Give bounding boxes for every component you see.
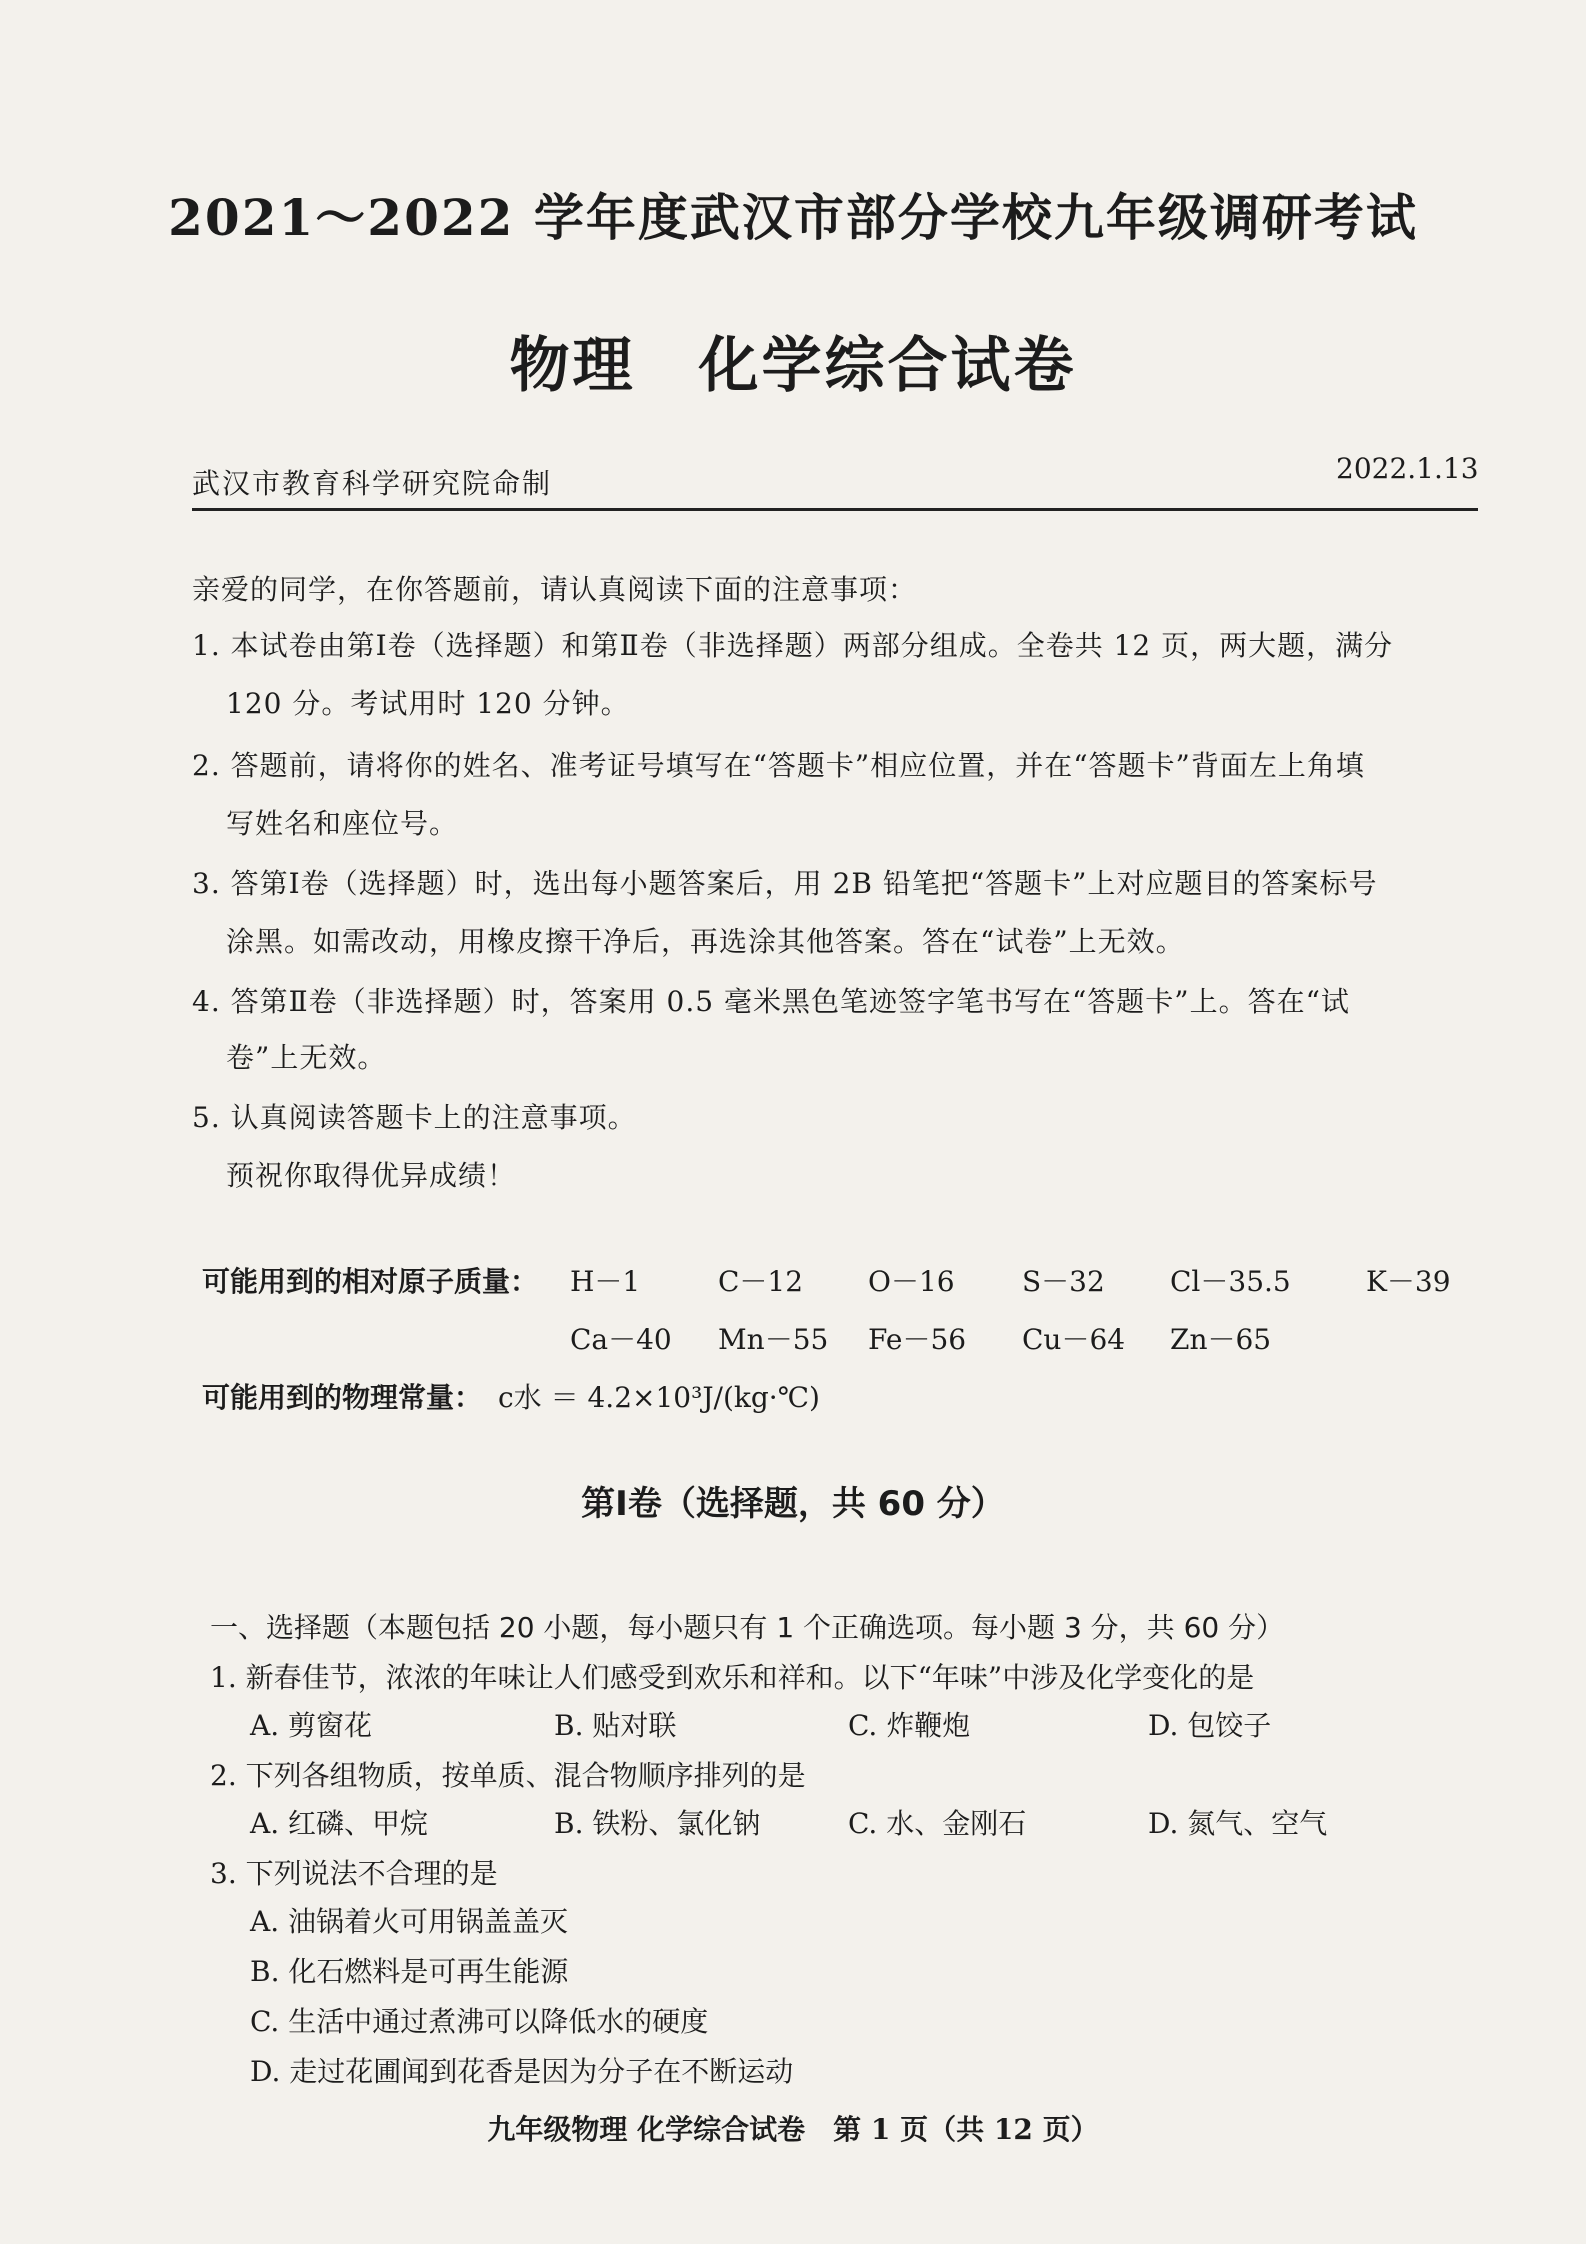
question-3-option-a: A. 油锅着火可用锅盖盖灭	[250, 1905, 569, 1938]
section-instruction: 一、选择题（本题包括 20 小题，每小题只有 1 个正确选项。每小题 3 分，共 60 分）	[210, 1611, 1285, 1644]
question-1-option-c: C. 炸鞭炮	[848, 1709, 971, 1742]
atomic-mass-h: H－1	[570, 1265, 641, 1298]
question-1-stem: 1. 新春佳节，浓浓的年味让人们感受到欢乐和祥和。以下“年味”中涉及化学变化的是	[210, 1661, 1255, 1694]
question-2-option-a: A. 红磷、甲烷	[250, 1807, 429, 1840]
notice-item-4-line-2: 卷”上无效。	[226, 1041, 387, 1074]
atomic-mass-zn: Zn－65	[1170, 1323, 1272, 1356]
question-2-option-c: C. 水、金刚石	[848, 1807, 1027, 1840]
notice-item-5: 5. 认真阅读答题卡上的注意事项。	[192, 1101, 637, 1134]
header-divider	[192, 508, 1478, 511]
question-1-option-a: A. 剪窗花	[250, 1709, 373, 1742]
exam-title: 2021～2022 学年度武汉市部分学校九年级调研考试	[168, 188, 1418, 247]
notice-closing: 预祝你取得优异成绩！	[226, 1159, 517, 1192]
question-1-option-d: D. 包饺子	[1148, 1709, 1272, 1742]
atomic-mass-ca: Ca－40	[570, 1323, 672, 1356]
question-1-option-b: B. 贴对联	[554, 1709, 677, 1742]
atomic-mass-k: K－39	[1366, 1265, 1451, 1298]
atomic-mass-fe: Fe－56	[868, 1323, 967, 1356]
atomic-mass-s: S－32	[1022, 1265, 1105, 1298]
notice-item-3-line-1: 3. 答第Ⅰ卷（选择题）时，选出每小题答案后，用 2B 铅笔把“答题卡”上对应题目的答案标号	[192, 867, 1378, 900]
notice-item-1-line-2: 120 分。考试用时 120 分钟。	[226, 687, 630, 720]
notice-intro: 亲爱的同学，在你答题前，请认真阅读下面的注意事项：	[192, 573, 918, 606]
atomic-mass-cu: Cu－64	[1022, 1323, 1126, 1356]
exam-subtitle: 物理 化学综合试卷	[509, 331, 1077, 401]
question-3-option-b: B. 化石燃料是可再生能源	[250, 1955, 569, 1988]
question-2-option-d: D. 氮气、空气	[1148, 1807, 1328, 1840]
notice-item-2-line-2: 写姓名和座位号。	[226, 807, 459, 840]
atomic-mass-o: O－16	[868, 1265, 955, 1298]
issuer-label: 武汉市教育科学研究院命制	[192, 467, 553, 500]
exam-date: 2022.1.13	[1336, 452, 1479, 485]
section-title: 第Ⅰ卷（选择题，共 60 分）	[581, 1484, 1005, 1524]
question-3-stem: 3. 下列说法不合理的是	[210, 1857, 498, 1890]
atomic-mass-label: 可能用到的相对原子质量：	[202, 1265, 539, 1298]
page-footer: 九年级物理 化学综合试卷 第 1 页（共 12 页）	[487, 2113, 1099, 2146]
notice-item-4-line-1: 4. 答第Ⅱ卷（非选择题）时，答案用 0.5 毫米黑色笔迹签字笔书写在“答题卡”上。答在“试	[192, 985, 1350, 1018]
question-2-stem: 2. 下列各组物质，按单质、混合物顺序排列的是	[210, 1759, 806, 1792]
notice-item-1-line-1: 1. 本试卷由第Ⅰ卷（选择题）和第Ⅱ卷（非选择题）两部分组成。全卷共 12 页，两大题，满分	[192, 629, 1394, 662]
notice-item-2-line-1: 2. 答题前，请将你的姓名、准考证号填写在“答题卡”相应位置，并在“答题卡”背面左上角填	[192, 749, 1365, 782]
question-3-option-c: C. 生活中通过煮沸可以降低水的硬度	[250, 2005, 709, 2038]
notice-item-3-line-2: 涂黑。如需改动，用橡皮擦干净后，再选涂其他答案。答在“试卷”上无效。	[226, 925, 1185, 958]
question-3-option-d: D. 走过花圃闻到花香是因为分子在不断运动	[250, 2055, 794, 2088]
atomic-mass-mn: Mn－55	[718, 1323, 829, 1356]
atomic-mass-cl: Cl－35.5	[1170, 1265, 1291, 1298]
question-2-option-b: B. 铁粉、氯化钠	[554, 1807, 761, 1840]
physics-constant-label: 可能用到的物理常量：	[202, 1381, 483, 1414]
physics-constant-value: c水 ＝ 4.2×10³J/(kg·℃)	[498, 1381, 820, 1414]
atomic-mass-c: C－12	[718, 1265, 804, 1298]
